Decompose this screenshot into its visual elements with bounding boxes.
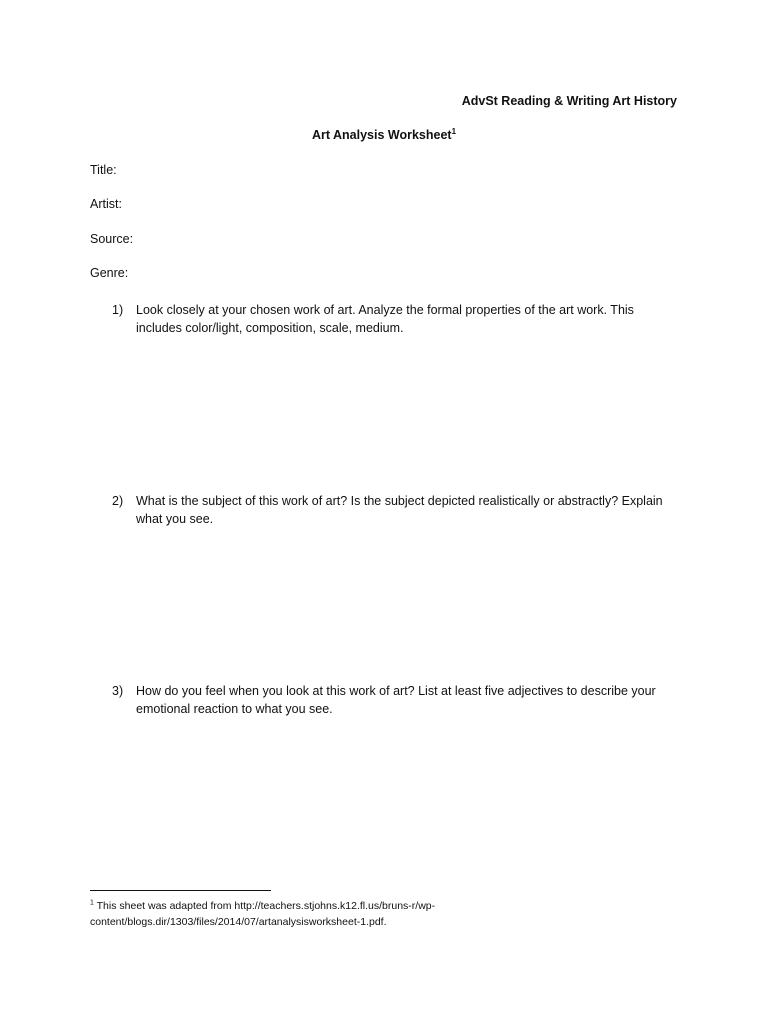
worksheet-title-text: Art Analysis Worksheet (311, 128, 452, 142)
field-title-label: Title: (90, 163, 117, 177)
field-artist-label: Artist: (90, 197, 122, 211)
question-number: 2) (112, 494, 124, 508)
question-text: What is the subject of this work of art? Is the subject depicted realistically or abstractly? Explain what you see. (136, 494, 663, 526)
field-genre-label: Genre: (90, 266, 129, 280)
question-number: 3) (112, 684, 124, 698)
title-footnote-mark: 1 (451, 126, 457, 136)
question-text: How do you feel when you look at this work of art? List at least five adjectives to describe your emotional reaction to what you see. (136, 684, 656, 716)
question-number: 1) (112, 303, 124, 317)
field-source-label: Source: (90, 232, 134, 246)
course-header: AdvSt Reading & Writing Art History (461, 94, 677, 108)
question-text: Look closely at your chosen work of art. Analyze the formal properties of the art work. This includes color/light, composition, scale, medium. (136, 303, 634, 335)
footnote (90, 898, 510, 930)
footnote-text: This sheet was adapted from http://teachers.stjohns.k12.fl.us/bruns-r/wp-content/blogs.dir/1303/files/2014/07/artanalysisworksheet-1.pdf. (90, 900, 436, 928)
footnote-separator (90, 890, 271, 891)
footnote-mark: 1 (90, 899, 94, 907)
question-1 (112, 301, 682, 337)
question-2 (112, 492, 682, 528)
worksheet-title (0, 128, 768, 142)
question-3 (112, 682, 682, 718)
